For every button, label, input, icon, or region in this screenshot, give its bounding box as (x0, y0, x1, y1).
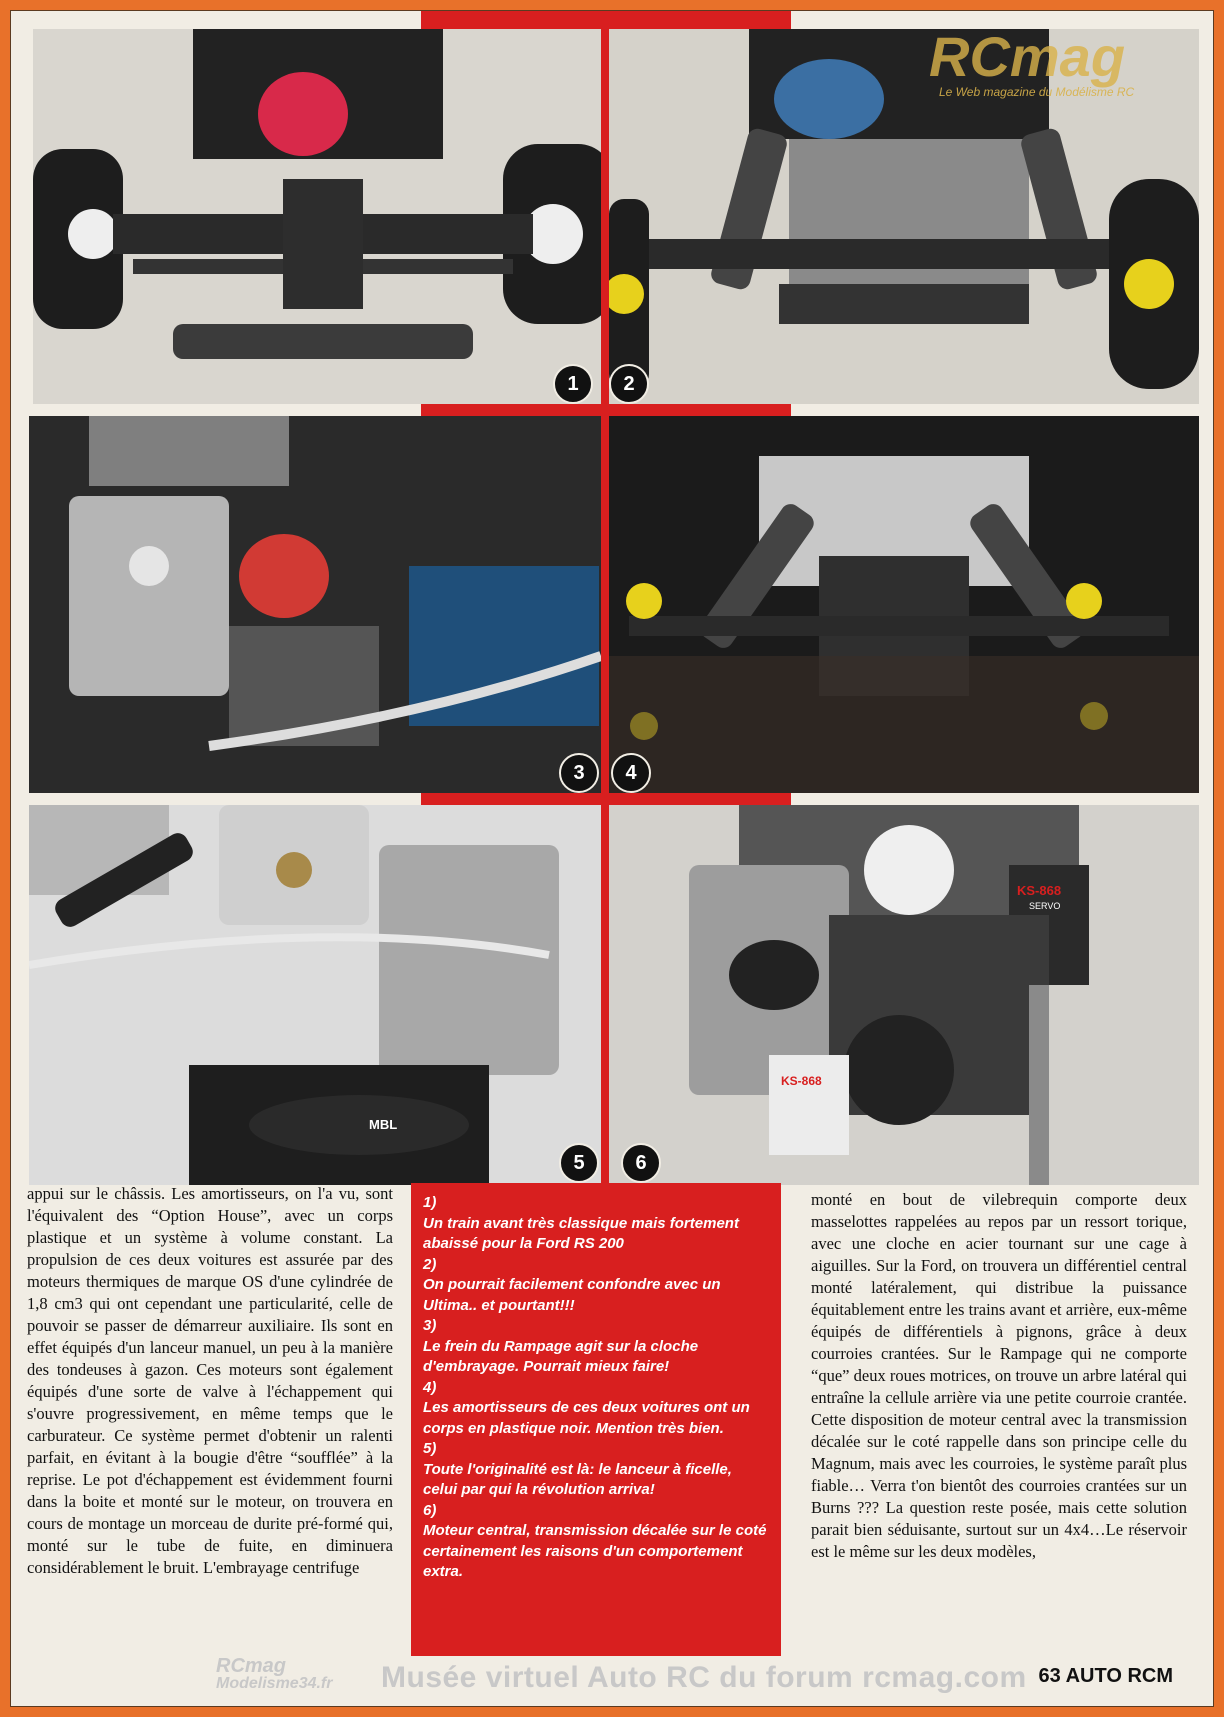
engine-illustration (29, 416, 601, 793)
caption-number: 5) (423, 1440, 437, 1457)
photo-front-axle-ford (33, 29, 601, 404)
page-number: 63 AUTO RCM (1038, 1665, 1173, 1687)
photo-number-badge: 3 (559, 753, 599, 793)
caption-text: Un train avant très classique mais fortement abaissé pour la Ford RS 200 (423, 1214, 739, 1252)
starter-brand-label: MBL (369, 1117, 398, 1132)
footer-logo-top: RCmag (216, 1655, 287, 1677)
caption-text: Les amortisseurs de ces deux voitures ont un corps en plastique noir. Mention très bien. (423, 1399, 750, 1437)
captions-box (411, 1183, 781, 1656)
mid-red-bar-2 (421, 793, 791, 805)
right-text-column (811, 1189, 1187, 1655)
footer-logo-bottom: Modelisme34.fr (216, 1675, 333, 1692)
caption-number: 2) (423, 1255, 437, 1273)
car-chassis-illustration (33, 29, 601, 404)
rcmag-logo-subtitle: Le Web magazine du Modélisme RC (939, 85, 1135, 99)
caption-1 (423, 1193, 769, 1255)
photo-number-badge: 4 (611, 753, 651, 793)
photo-front-axle-ultima (609, 29, 1199, 404)
servo-sub-label: SERVO (1029, 901, 1061, 911)
pull-starter-illustration (29, 805, 601, 1185)
magazine-page (10, 10, 1214, 1707)
photo-brake-rampage (29, 416, 601, 793)
top-red-bar (421, 11, 791, 29)
central-engine-illustration (609, 805, 1199, 1185)
suspension-illustration (609, 416, 1199, 793)
caption-number: 4) (423, 1378, 437, 1396)
photo-number-badge: 6 (621, 1143, 661, 1183)
caption-text: Toute l'originalité est là: le lanceur à ficelle, celui par qui la révolution arriva! (423, 1460, 732, 1498)
caption-number: 6) (423, 1501, 437, 1519)
caption-3 (423, 1316, 769, 1378)
photo-number-badge: 2 (609, 364, 649, 404)
caption-text: On pourrait facilement confondre avec un Ultima.. et pourtant!!! (423, 1276, 721, 1314)
caption-number: 1) (423, 1194, 437, 1211)
caption-6 (423, 1501, 769, 1583)
photo-pull-starter (29, 805, 601, 1185)
body-paragraph: monté en bout de vilebrequin comporte deux masselottes rappelées au repos par un ressort torique, avec une cloche en acier tournant sur une cage à aiguilles. Sur la Ford, on trouvera un différentiel central monté latéralement, qui distribue la puissance équitablement entre les trains avant et arrière, eux-même équipés de différentiels à pignons, grâce à deux courroies crantées. Sur le Rampage qui ne comporte “que” deux roues motrices, on trouve un arbre latéral qui entraîne la cellule arrière via une petite courroie crantée. Cette disposition de moteur central avec la transmission décalée sur le coté rappelle dans son principe celle du Magnum, mais avec les courroies, le système paraît plus fiable… Verra t'on bientôt des courroies crantées sur un Burns ??? La question reste posée, mais cette solution parait bien séduisante, surtout sur un 4x4…Le réservoir est le même sur les deux modèles, (811, 1190, 1187, 1561)
servo-brand-label: KS-868 (1017, 883, 1062, 898)
rcmag-logo-title: RCmag (929, 29, 1126, 88)
caption-text: Le frein du Rampage agit sur la cloche d'embrayage. Pourrait mieux faire! (423, 1337, 699, 1375)
footer-watermark: Musée virtuel Auto RC du forum rcmag.com (381, 1661, 1027, 1694)
photo-number-badge: 1 (553, 364, 593, 404)
rcmag-header-logo (929, 29, 1134, 99)
left-text-column (27, 1183, 393, 1653)
caption-4 (423, 1378, 769, 1440)
mid-red-bar-1 (421, 404, 791, 416)
photo-shock-absorbers (609, 416, 1199, 793)
photo-central-engine (609, 805, 1199, 1185)
caption-5 (423, 1439, 769, 1501)
photo-number-badge: 5 (559, 1143, 599, 1183)
caption-2 (423, 1255, 769, 1317)
caption-number: 3) (423, 1317, 437, 1334)
servo-brand-label-2: KS-868 (781, 1074, 822, 1088)
footer-rcmag-logo (216, 1657, 332, 1693)
center-red-rule (601, 29, 609, 1189)
body-paragraph: appui sur le châssis. Les amortisseurs, on l'a vu, sont l'équivalent des “Option House”, avec un corps plastique et un système à volume constant. La propulsion de ces deux voitures est assurée par des moteurs thermiques de marque OS d'une cylindrée de 1,8 cm3 qui ont cependant une particularité, celle de pouvoir se passer de démarreur auxiliaire. Ils sont en effet équipés d'un lanceur manuel, un peu à la manière des tondeuses à gazon. Ces moteurs sont également équipés d'une sorte de valve à l'échappement qui s'ouvre progressivement, en même temps que le carburateur. Ce système permet d'obtenir un ralenti parfait, en évitant à la bougie d'être “soufflée” à la reprise. Le pot d'échappement est évidemment fourni dans la boite et monté sur le moteur, on trouvera en cours de montage un morceau de durite pré-formé qui, monté sur le tube de fuite, en diminuera considérablement le bruit. L'embrayage centrifuge (27, 1184, 393, 1577)
caption-text: Moteur central, transmission décalée sur le coté certainement les raisons d'un comportement extra. (423, 1522, 767, 1580)
